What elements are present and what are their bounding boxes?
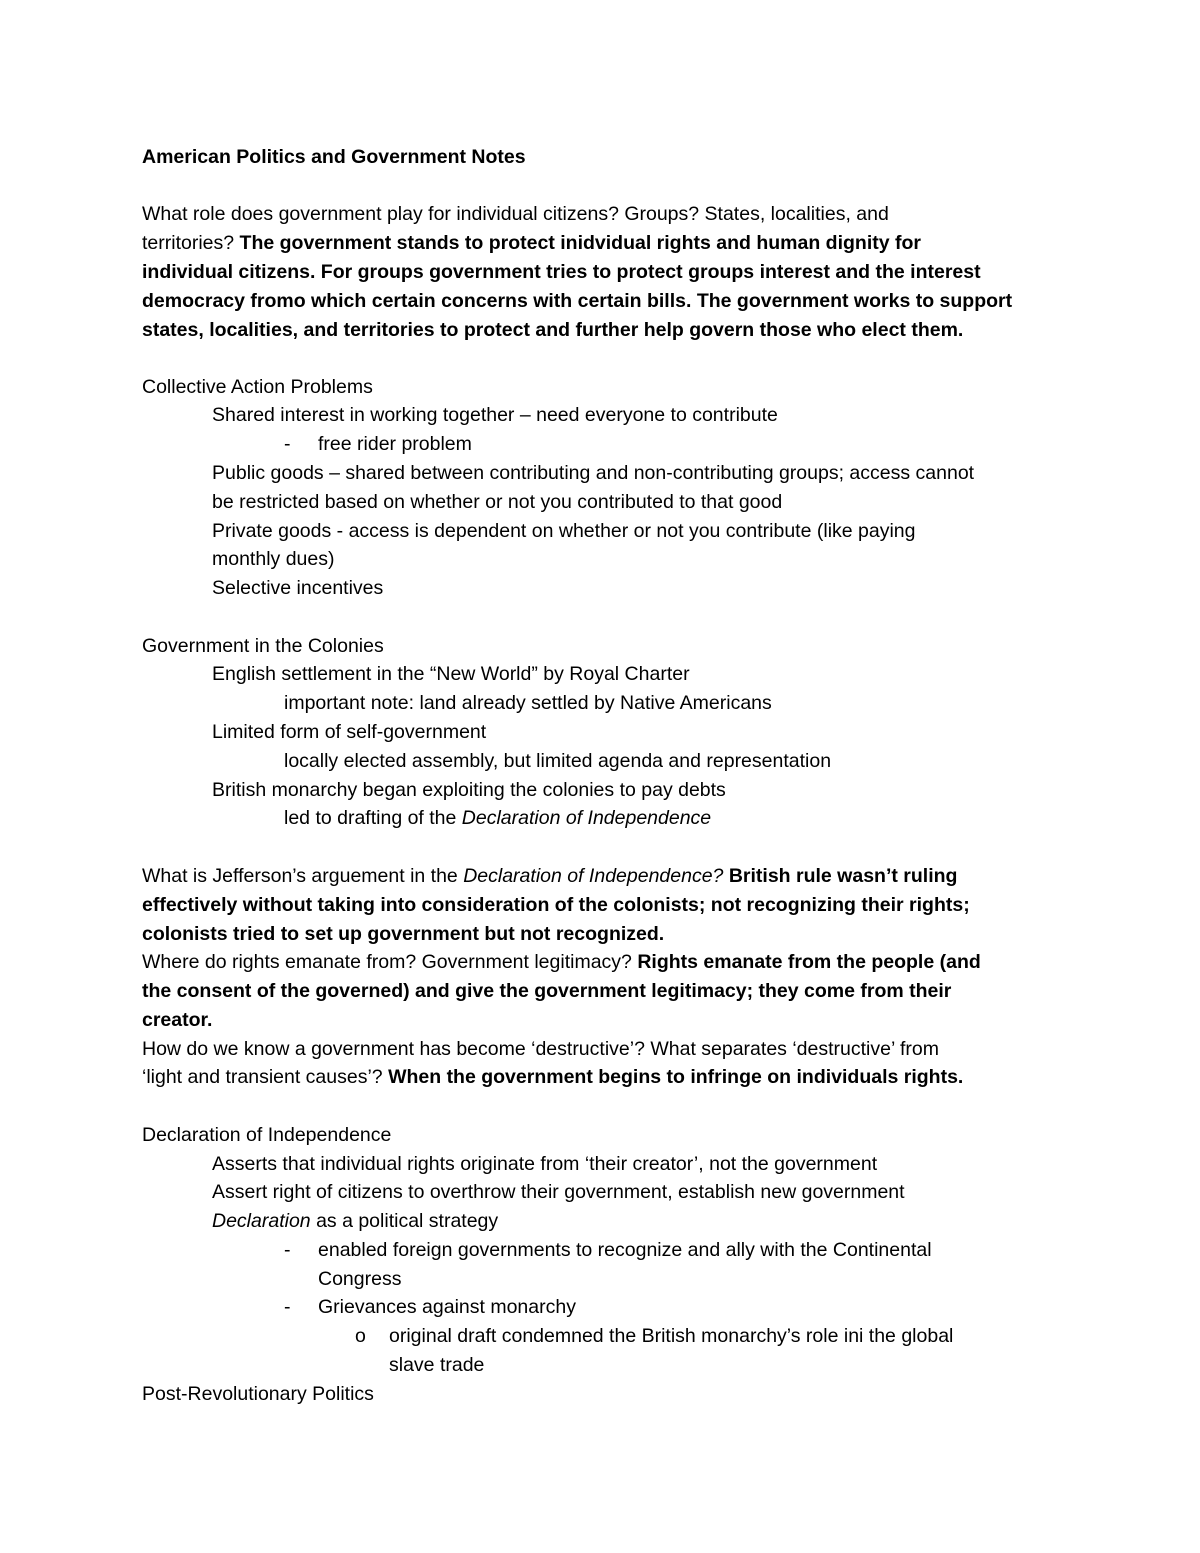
q1-question-line1: What role does government play for individual citizens? Groups? States, localities, and [142, 203, 889, 225]
q2-question: What is Jefferson’s arguement in the [142, 865, 458, 887]
colonies-item2: Limited form of self-government [212, 721, 487, 743]
collective-heading: Collective Action Problems [142, 376, 373, 398]
colonies-item3: British monarchy began exploiting the colonies to pay debts [212, 779, 726, 801]
colonies-item2-sub: locally elected assembly, but limited agenda and representation [284, 750, 832, 772]
declaration-item3-rest: as a political strategy [316, 1210, 499, 1232]
collective-item3-line2: monthly dues) [212, 548, 335, 570]
q1-question-line2: territories? [142, 232, 235, 254]
q1-answer-line3: individual citizens. For groups government tries to protect groups interest and the interest [142, 261, 981, 283]
dash-bullet: - [284, 1239, 291, 1261]
q1-line2 [142, 229, 921, 258]
collective-item3-line1: Private goods - access is dependent on whether or not you contribute (like paying [212, 520, 916, 542]
declaration-subsub-line1: original draft condemned the British monarchy’s role ini the global [389, 1325, 954, 1347]
declaration-item3-italic: Declaration [212, 1210, 311, 1232]
q1-answer-line5: states, localities, and territories to protect and further help govern those who elect them. [142, 319, 964, 341]
q4-question-line1: How do we know a government has become ‘destructive’? What separates ‘destructive’ from [142, 1038, 939, 1060]
q1-answer-line4: democracy fromo which certain concerns with certain bills. The government works to support [142, 290, 1013, 312]
q3-question: Where do rights emanate from? Government legitimacy? [142, 951, 632, 973]
q2-answer-line3: colonists tried to set up government but not recognized. [142, 923, 665, 945]
q2-line1 [142, 862, 957, 891]
q3-answer-line1: Rights emanate from the people (and [637, 951, 981, 973]
q3-line1 [142, 948, 981, 977]
collective-item2-line2: be restricted based on whether or not you contributed to that good [212, 491, 783, 513]
collective-item4: Selective incentives [212, 577, 384, 599]
colonies-item3-sub [284, 804, 711, 833]
collective-item2-line1: Public goods – shared between contributing and non-contributing groups; access cannot [212, 462, 975, 484]
colonies-item1-sub: important note: land already settled by Native Americans [284, 692, 772, 714]
circle-bullet: o [355, 1325, 366, 1347]
colonies-item3-sub-text: led to drafting of the [284, 807, 457, 829]
q3-answer-line3: creator. [142, 1009, 213, 1031]
colonies-item1: English settlement in the “New World” by Royal Charter [212, 663, 690, 685]
collective-item1: Shared interest in working together – need everyone to contribute [212, 404, 778, 426]
q3-answer-line2: the consent of the governed) and give the government legitimacy; they come from their [142, 980, 952, 1002]
declaration-item1: Asserts that individual rights originate from ‘their creator’, not the government [212, 1153, 878, 1175]
document-title: American Politics and Government Notes [142, 146, 526, 168]
declaration-subsub-line2: slave trade [389, 1354, 485, 1376]
declaration-sub1-line1: enabled foreign governments to recognize and ally with the Continental [318, 1239, 932, 1261]
declaration-item3 [212, 1207, 498, 1236]
q2-answer-line1: British rule wasn’t ruling [728, 865, 958, 887]
collective-item1-sub: free rider problem [318, 433, 472, 455]
colonies-item3-sub-italic: Declaration of Independence [461, 807, 712, 829]
declaration-item2: Assert right of citizens to overthrow their government, establish new government [212, 1181, 905, 1203]
dash-bullet: - [284, 1296, 291, 1318]
q1-answer-line2: The government stands to protect inidvidual rights and human dignity for [239, 232, 921, 254]
dash-bullet: - [284, 433, 291, 455]
q4-question-line2: ‘light and transient causes’? [142, 1066, 383, 1088]
q4-answer: When the government begins to infringe on individuals rights. [388, 1066, 964, 1088]
q2-question-italic: Declaration of Independence? [463, 865, 724, 887]
declaration-sub2: Grievances against monarchy [318, 1296, 576, 1318]
q4-line2 [142, 1063, 963, 1092]
declaration-sub1-line2: Congress [318, 1268, 402, 1290]
q2-answer-line2: effectively without taking into consideration of the colonists; not recognizing their rights; [142, 894, 970, 916]
colonies-heading: Government in the Colonies [142, 635, 384, 657]
post-revolutionary-heading: Post-Revolutionary Politics [142, 1383, 374, 1405]
declaration-heading: Declaration of Independence [142, 1124, 392, 1146]
